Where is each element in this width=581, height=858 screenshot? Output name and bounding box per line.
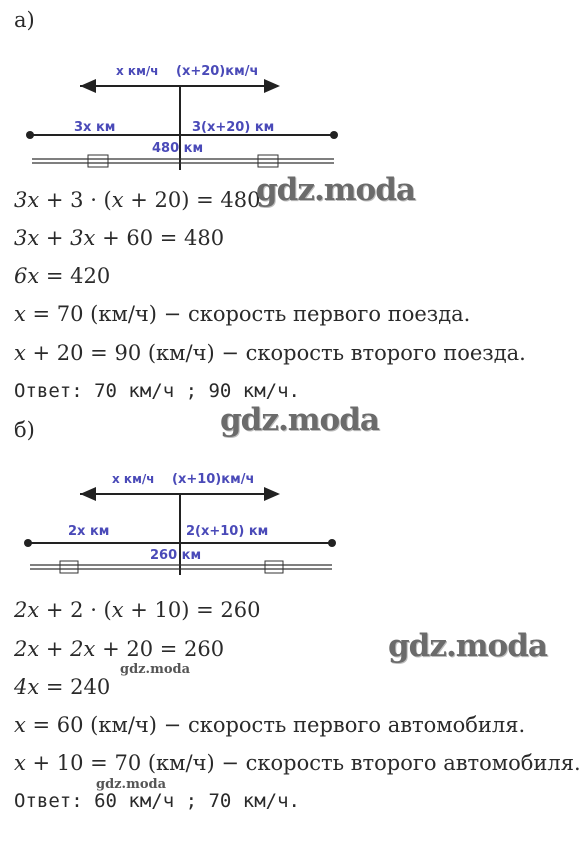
speed-left-label: x км/ч — [116, 64, 159, 78]
equation-line: 2x + 2x + 20 = 260 — [14, 637, 225, 661]
watermark: gdz.moda — [256, 172, 415, 208]
result-line: x = 70 (км/ч) − скорость первого поезда. — [14, 302, 471, 326]
start-point — [26, 131, 34, 139]
end-point — [330, 131, 338, 139]
equation-line: 2x + 2 · (x + 10) = 260 — [14, 598, 261, 622]
part-b-diagram — [0, 463, 360, 578]
equation-line: 3x + 3x + 60 = 480 — [14, 226, 225, 250]
car-left — [60, 561, 78, 573]
total-distance-label: 260 км — [150, 548, 202, 563]
equation-line: 6x = 420 — [14, 264, 111, 288]
result-line: x + 10 = 70 (км/ч) − скорость второго автомобиля. — [14, 751, 581, 775]
equation-line: 3x + 3 · (x + 20) = 480 — [14, 188, 261, 212]
car-right — [265, 561, 283, 573]
speed-right-label: (x+20)км/ч — [176, 64, 259, 79]
train-right — [258, 155, 278, 167]
dist-left-label: 3x км — [74, 120, 116, 135]
result-line: x + 20 = 90 (км/ч) − скорость второго поезда. — [14, 341, 526, 365]
speed-left-label: x км/ч — [112, 472, 155, 486]
watermark: gdz.moda — [388, 628, 547, 664]
watermark: gdz.moda — [96, 777, 167, 792]
dist-left-label: 2x км — [68, 524, 110, 539]
arrow-right-icon — [264, 79, 280, 93]
dist-right-label: 3(x+20) км — [192, 120, 275, 135]
result-line: x = 60 (км/ч) − скорость первого автомобиля. — [14, 713, 526, 737]
arrow-left-icon — [80, 79, 96, 93]
start-point — [24, 539, 32, 547]
dist-right-label: 2(x+10) км — [186, 524, 269, 539]
train-left — [88, 155, 108, 167]
arrow-left-icon — [80, 487, 96, 501]
total-distance-label: 480 км — [152, 141, 204, 156]
answer-line: Ответ: 70 км/ч ; 90 км/ч. — [14, 380, 300, 402]
end-point — [328, 539, 336, 547]
speed-right-label: (x+10)км/ч — [172, 472, 255, 487]
part-a-label: а) — [14, 8, 35, 32]
part-b-label: б) — [14, 418, 35, 442]
watermark: gdz.moda — [120, 662, 191, 677]
answer-line: Ответ: 60 км/ч ; 70 км/ч. — [14, 790, 300, 812]
arrow-right-icon — [264, 487, 280, 501]
equation-line: 4x = 240 — [14, 675, 111, 699]
watermark: gdz.moda — [220, 402, 379, 438]
part-a-diagram — [0, 55, 360, 170]
